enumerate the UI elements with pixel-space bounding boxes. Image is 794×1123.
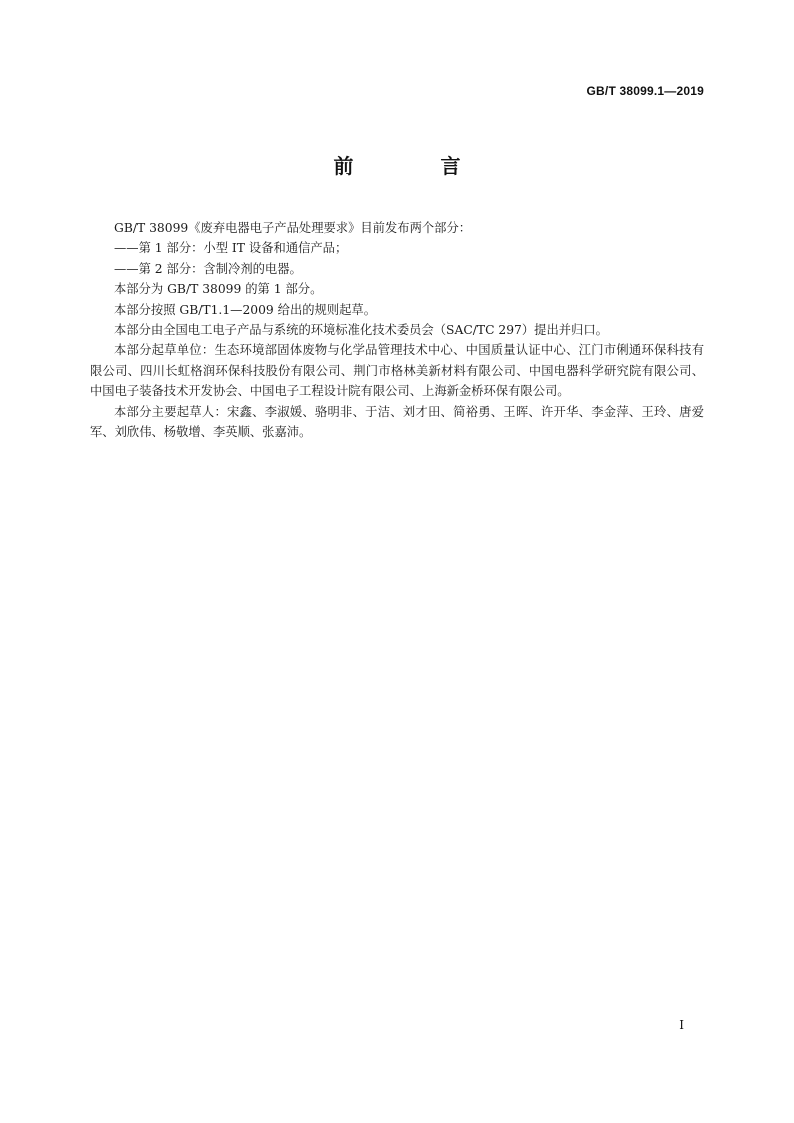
page-title: 前 言 (333, 154, 501, 178)
paragraph-drafters: 本部分主要起草人：宋鑫、李淑媛、骆明非、于洁、刘才田、简裕勇、王晖、许开华、李金萍、王玲、唐爱军、刘欣伟、杨敬增、李英顺、张嘉沛。 (90, 404, 704, 440)
list-item-part-2: ——第 2 部分：含制冷剂的电器。 (114, 261, 302, 276)
list-item-part-1: ——第 1 部分：小型 IT 设备和通信产品； (114, 241, 348, 256)
foreword-body (90, 218, 704, 442)
paragraph-parts-intro: GB/T 38099《废弃电器电子产品处理要求》目前发布两个部分： (114, 221, 472, 235)
paragraph-drafting-units: 本部分起草单位：生态环境部固体废物与化学品管理技术中心、中国质量认证中心、江门市俐通环保科技有限公司、四川长虹格润环保科技股份有限公司、荆门市格林美新材料有限公司、中国电器科学研究院有限公司、中国电子装备技术开发协会、中国电子工程设计院有限公司、上海新金桥环保有限公司。 (90, 343, 704, 399)
page-number: I (679, 1018, 684, 1032)
paragraph-part-scope: 本部分为 GB/T 38099 的第 1 部分。 (114, 282, 323, 297)
paragraph-drafting-rules: 本部分按照 GB/T1.1—2009 给出的规则起草。 (114, 302, 377, 317)
standard-number: GB/T 38099.1—2019 (586, 84, 704, 98)
paragraph-proposed-by: 本部分由全国电工电子产品与系统的环境标准化技术委员会（SAC/TC 297）提出并归口。 (114, 323, 608, 338)
